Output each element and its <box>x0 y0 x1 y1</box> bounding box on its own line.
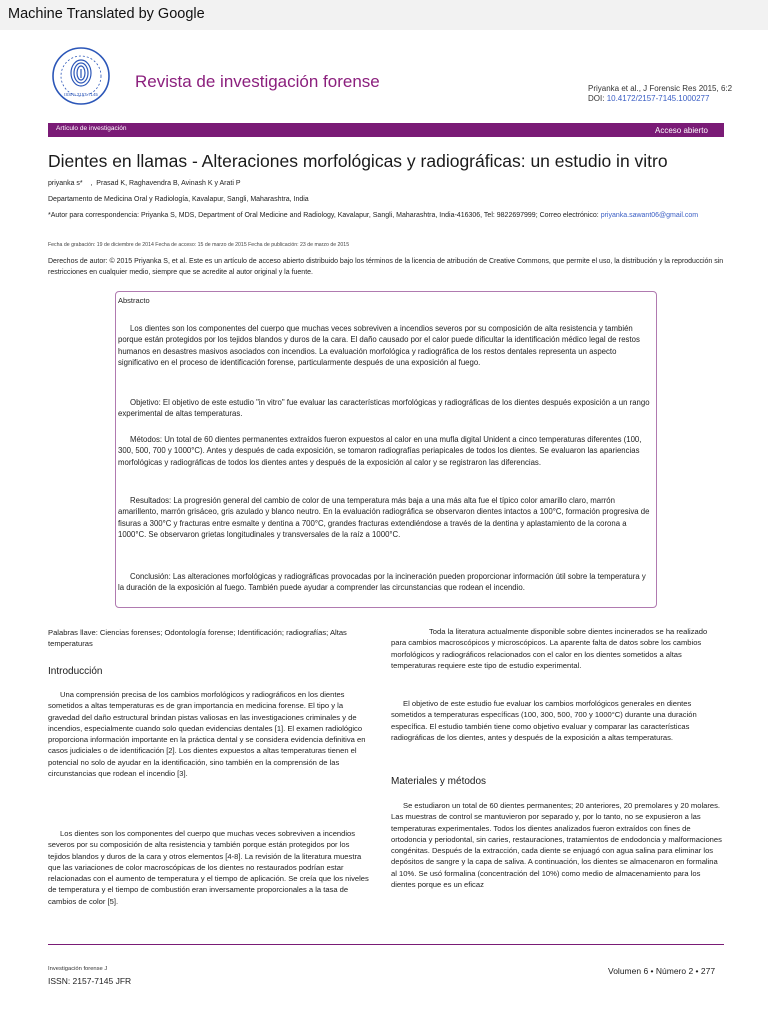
citation-text: Priyanka et al., J Forensic Res 2015, 6:2 <box>588 84 733 93</box>
author-list <box>48 180 241 187</box>
doi-link[interactable]: 10.4172/2157-7145.1000277 <box>606 94 710 103</box>
right-column-paragraph-1: Toda la literatura actualmente disponible sobre dientes incinerados se ha realizado para cambios macroscópicos y microscópicos. La aparente falta de datos sobre los cambios morfológicos y radiográficos relacionados con el calor en los dientes sometidos a altas temperaturas requiere este tipo de estudio experimental. <box>391 627 708 670</box>
right-column-paragraph-2: El objetivo de este estudio fue evaluar los cambios morfológicos generales en dientes sometidos a temperaturas específicas (100, 300, 500, 700 y 1000°C) durante una duración específica. El estudio también tiene como objetivo evaluar y comparar las características radiográficas de los dientes, antes y después de la exposición a altas temperaturas. <box>391 699 697 742</box>
footer-divider <box>48 944 724 945</box>
author-separator: , <box>84 180 95 187</box>
article-title: Dientes en llamas - Alteraciones morfológicas y radiográficas: un estudio in vitro <box>48 151 668 171</box>
department: Departamento de Medicina Oral y Radiología, Kavalapur, Sangli, Maharashtra, India <box>48 196 309 203</box>
fingerprint-seal-icon <box>50 45 112 107</box>
introduction-paragraph-2: Los dientes son los componentes del cuerpo que muchas veces sobreviven a incendios severos por su composición de alta resistencia y también porque están protegidos por los tejidos blandos y duros de la cara y otros elementos [4-8]. La revisión de la literatura muestra que las variaciones de color macroscópicas de los dientes no restaurados podrían estar relacionadas con el aumento de temperatura y el tiempo de aplicación. Se creía que los niveles de temperatura y el tiempo de combustión eran inversamente proporcionales a la tasa de cambios de color [5]. <box>48 829 369 906</box>
copyright-notice: Derechos de autor: © 2015 Priyanka S, et al. Este es un artículo de acceso abierto distribuido bajo los términos de la licencia de atribución de Creative Commons, que permite el uso, la distribución y la reproducción sin restricciones en cualquier medio, siempre que se acredite al autor original y la fuente. <box>48 258 724 276</box>
first-author: priyanka s* <box>48 180 83 187</box>
citation-block <box>588 84 732 104</box>
journal-name[interactable]: Revista de investigación forense <box>135 72 380 91</box>
abstract-methods: Métodos: Un total de 60 dientes permanentes extraídos fueron expuestos al calor en una mufla digital Unident a cinco temperaturas diferentes (100, 300, 500, 700 y 1000°C). Antes y después de cada exposición, se tomaron radiografías periapicales de todos los dientes. Se evaluaron las apariencias morfológicas y radiográficas de todos los dientes antes y después de la exposición al calor y se registraron las diferencias. <box>118 435 642 467</box>
abstract-conclusion: Conclusión: Las alteraciones morfológicas y radiográficas provocadas por la incineración pueden proporcionar información útil sobre la temperatura y la duración de la exposición al fuego. También puede ayudar a comprender las circunstancias que rodean el incendio. <box>118 572 646 593</box>
introduction-paragraph-1: Una comprensión precisa de los cambios morfológicos y radiográficos en los dientes sometidos a altas temperaturas es de gran importancia en medicina forense. El tipo y la gravedad del daño estructural brindan pistas valiosas en las investigaciones criminales y de incendios, especialmente cuando solo quedan evidencias dentales [1]. El examen radiológico proporciona información importante en la práctica dental y se considera evidencia definitiva en casos judiciales o de identificación [2]. Los dientes expuestos a altas temperaturas tienen el potencial no solo de ayudar en la identificación, sino también en la comprensión de las circunstancias que rodean el incendio [3]. <box>48 690 366 779</box>
article-type-label: Artículo de investigación <box>56 125 127 132</box>
other-authors: Prasad K, Raghavendra B, Avinash K y Arati P <box>96 180 241 187</box>
doi-label: DOI: <box>588 94 605 103</box>
article-type-bar <box>48 123 724 137</box>
methods-heading: Materiales y métodos <box>391 776 487 787</box>
footer-issn: ISSN: 2157-7145 JFR <box>48 976 132 986</box>
abstract-intro: Los dientes son los componentes del cuerpo que muchas veces sobreviven a incendios severos por su composición de alta resistencia y también porque están protegidos por los tejidos blandos y duros de la cara. El daño causado por el calor puede dificultar la identificación médico legal de restos humanos en desastres masivos asociados con incendios. La evaluación morfológica y radiográfica de los restos dentales representa un aspecto significativo en el proceso de identificación forense, particularmente después de una exposición al fuego. <box>118 324 640 368</box>
open-access-label: Acceso abierto <box>655 126 708 135</box>
logo-issn-text: ISSN: 2157-7145 <box>64 92 98 97</box>
methods-paragraph-1: Se estudiaron un total de 60 dientes permanentes; 20 anteriores, 20 premolares y 20 molares. Las muestras de control se mantuvieron por separado y, por lo tanto, no se expusieron a las temperaturas experimentales. Todos los dientes analizados fueron extraídos con fines de ortodoncia y periodontal, sin caries, restauraciones, tratamientos de endodoncia y malformaciones congénitas. Después de la extracción, cada diente se enjuagó con agua salina para eliminar los depósitos de sangre y la capa de saliva. A continuación, los dientes se almacenaron en formalina al 10%. Se usó formalina (concentración del 10%) como medio de almacenamiento para los dientes porque es un eficaz <box>391 801 722 890</box>
email-link[interactable]: priyanka.sawant06@gmail.com <box>600 212 699 219</box>
introduction-heading: Introducción <box>48 666 103 677</box>
correspondence <box>48 212 698 219</box>
translation-banner-text: Machine Translated by Google <box>8 6 205 22</box>
keywords: Palabras llave: Ciencias forenses; Odontología forense; Identificación; radiografías; Altas temperaturas <box>48 628 347 649</box>
article-dates: Fecha de grabación: 19 de diciembre de 2014 Fecha de acceso: 15 de marzo de 2015 Fecha de publicación: 23 de marzo de 2015 <box>48 242 350 248</box>
abstract-results: Resultados: La progresión general del cambio de color de una temperatura más baja a una más alta fue el típico color amarillo claro, marrón amarillento, marrón grisáceo, gris azulado y blanco neutro. En la evaluación radiográfica se observaron dientes intactos a 100°C, formación progresiva de fisuras a 300°C y fracturas entre esmalte y dentina a 700°C, grandes fracturas extendiéndose a través de la dentina y aplastamiento de la corona a 1000°C. Se observaron grietas longitudinales y transversales de la raíz a 1000°C. <box>118 496 650 540</box>
abstract-heading: Abstracto <box>118 296 150 305</box>
footer-journal: Investigación forense J <box>48 966 108 972</box>
correspondence-text: *Autor para correspondencia: Priyanka S, MDS, Department of Oral Medicine and Radiology, Kavalapur, Sangli, Maharashtra, India-416306, Tel: 9822697999; Correo electrónico: <box>48 212 599 219</box>
journal-logo <box>50 45 112 107</box>
abstract-objective: Objetivo: El objetivo de este estudio "in vitro" fue evaluar las características morfológicas y radiográficas de los dientes después exposición a un rango experimental de altas temperaturas. <box>118 398 650 419</box>
footer-volume: Volumen 6 • Número 2 • 277 <box>608 966 716 976</box>
